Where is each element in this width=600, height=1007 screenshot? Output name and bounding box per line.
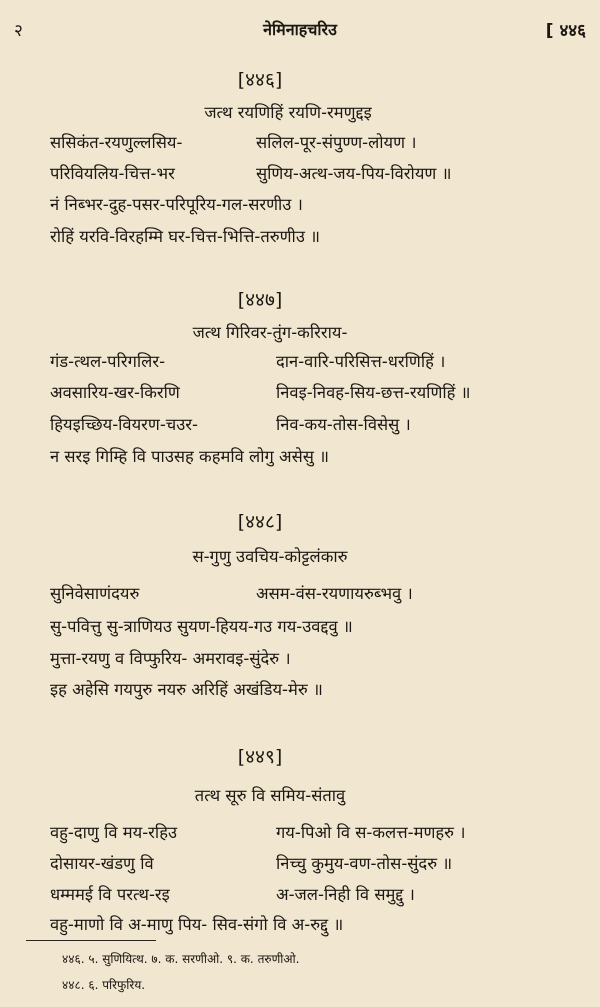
verse-heading: जत्थ गिरिवर-तुंग-करिराय- (192, 323, 348, 342)
verse-line-second-half: असम-वंस-रयणायरुब्भवु । (256, 584, 413, 603)
verse-line-second-half: दान-वारि-परिसित्त-धरणिहिं । (276, 352, 446, 371)
verse-line-text: न सरइ गिम्हि वि पाउसह कहमवि लोगु असेसु ॥ (50, 447, 330, 466)
verse-line (50, 412, 570, 438)
verse-line (50, 882, 570, 908)
verse-line (50, 851, 570, 877)
verse-line-second-half: अ-जल-निही वि समुद्दु । (276, 885, 415, 904)
verse-line-second-half: निच्चु कुमुय-वण-तोस-सुंदरु ॥ (276, 854, 453, 873)
verse-line-first-half: दोसायर-खंडणु वि (50, 854, 154, 873)
verse-heading: जत्थ रयणिहिं रयणि-रमणुद्दइ (204, 103, 372, 122)
footnote: ४४६. ५. सुणियित्थ. ७. क. सरणीओ. ९. क. तरुणीओ. (62, 952, 300, 966)
verse-line-first-half: अवसारिय-खर-किरणि (50, 383, 180, 402)
verse-line-text: नं निब्भर-दुह-पसर-परिपूरिय-गल-सरणीउ । (50, 195, 303, 214)
verse-line (50, 614, 570, 640)
verse-number: [४४७] (237, 289, 283, 311)
verse-line-first-half: गंड-त्थल-परिगलिर- (50, 352, 166, 371)
verse-number: [४४६] (237, 69, 283, 91)
verse-line-text: इह अहेसि गयपुरु नयरु अरिहिं अखंडिय-मेरु ॥ (50, 680, 323, 699)
verse-number: [४४८] (237, 511, 283, 533)
verse-heading: स-गुणु उवचिय-कोट्टलंकारु (192, 547, 348, 566)
verse-line-first-half: ससिकंत-रयणुल्लसिय- (50, 133, 183, 152)
verse-line (50, 677, 570, 703)
verse-line-text: वहु-माणो वि अ-माणु पिय- सिव-संगो वि अ-रुद्दु ॥ (50, 915, 344, 934)
verse-line-second-half: सुणिय-अत्थ-जय-पिय-विरोयण ॥ (256, 164, 452, 183)
verse-line-first-half: वहु-दाणु वि मय-रहिउ (50, 823, 178, 842)
page-header (0, 18, 600, 48)
verse-line (50, 646, 570, 672)
verse-line (50, 380, 570, 406)
footnote: ४४८. ६. परिफुरिय. (62, 978, 146, 992)
verse-line (50, 161, 570, 187)
verse-number: [४४९] (237, 746, 283, 768)
verse-line (50, 444, 570, 470)
verse-line-second-half: गय-पिओ वि स-कलत्त-मणहरु । (276, 823, 466, 842)
verse-heading: तत्थ सूरु वि समिय-संतावु (194, 786, 346, 805)
verse-line-text: सु-पवित्तु सु-त्राणियउ सुयण-हियय-गउ गय-उवद्दवु ॥ (50, 617, 353, 636)
verse-line-first-half: परिवियलिय-चित्त-भर (50, 164, 175, 183)
verse-line-text: मुत्ता-रयणु व विप्फुरिय- अमरावइ-सुंदेरु । (50, 649, 291, 668)
verse-line (50, 349, 570, 375)
verse-line (50, 130, 570, 156)
verse-line-first-half: धम्ममई वि परत्थ-रइ (50, 885, 170, 904)
running-title: नेमिनाहचरिउ (263, 20, 337, 39)
footnote-divider (26, 940, 156, 941)
verse-line (50, 581, 570, 607)
verse-line-second-half: सलिल-पूर-संपुण्ण-लोयण । (256, 133, 417, 152)
verse-line (50, 192, 570, 218)
verse-line-second-half: निवइ-निवह-सिय-छत्त-रयणिहिं ॥ (276, 383, 471, 402)
verse-line-text: रोहिं यरवि-विरहम्मि घर-चित्त-भित्ति-तरुणीउ ॥ (50, 227, 321, 246)
page-number-left: २ (14, 21, 23, 41)
verse-line-first-half: हियइच्छिय-वियरण-चउर- (50, 415, 199, 434)
verse-line-first-half: सुनिवेसाणंदयरु (50, 584, 140, 603)
verse-line (50, 820, 570, 846)
page-number-right: [ ४४६ (545, 21, 586, 41)
verse-line (50, 224, 570, 250)
verse-line (50, 912, 570, 938)
verse-line-second-half: निव-कय-तोस-विसेसु । (276, 415, 411, 434)
